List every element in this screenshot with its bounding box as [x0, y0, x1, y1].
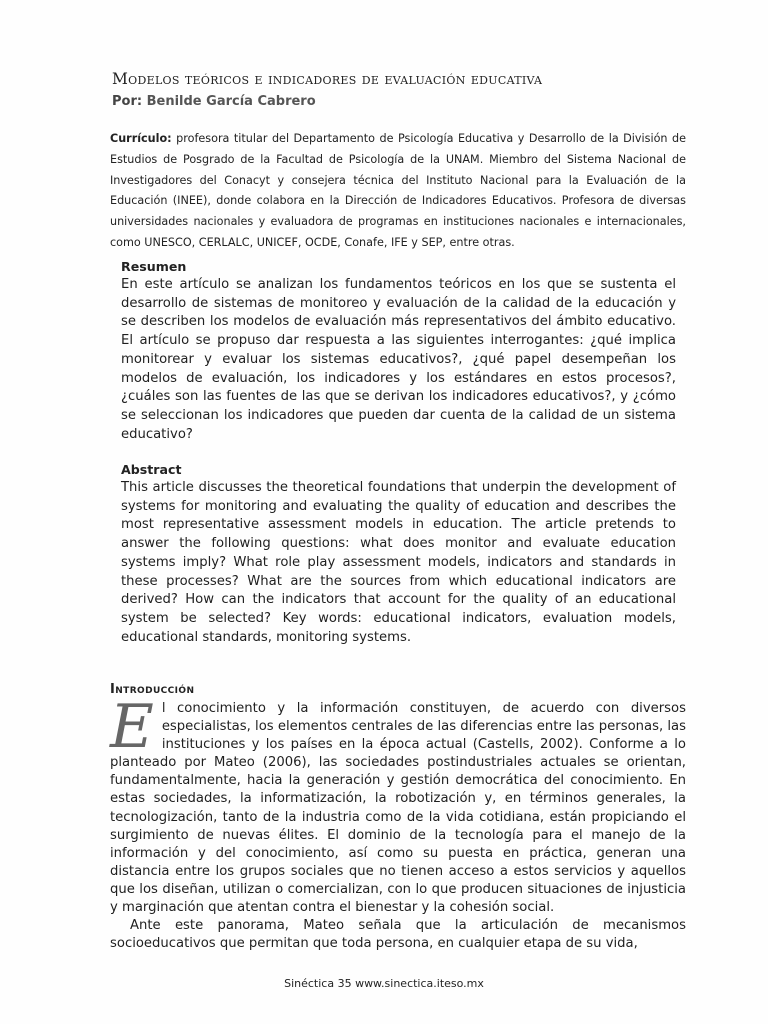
curriculum-paragraph — [110, 129, 686, 254]
resumen-text: En este artículo se analizan los fundamentos teóricos en los que se sustenta el desarrollo de sistemas de monitoreo y evaluación de la calidad de la educación y se describen los modelos de evaluación más representativos del ámbito educativo. El artículo se propuso dar respuesta a las siguientes interrogantes: ¿qué implica monitorear y evaluar los sistemas educativos?, ¿qué papel desempeñan los modelos de evaluación, los indicadores y los estándares en estos procesos?, ¿cuáles son las fuentes de las que se derivan los indicadores educativos?, y ¿cómo se seleccionan los indicadores que pueden dar cuenta de la calidad de un sistema educativo? — [121, 277, 676, 442]
author-prefix: Por: — [112, 94, 143, 109]
curriculum-label: Currículo: — [110, 132, 172, 145]
introduction-paragraph-2: Ante este panorama, Mateo señala que la articulación de mecanismos socioeducativos que permitan que toda persona, en cualquier etapa de su vida, — [110, 918, 686, 952]
author-line — [112, 94, 316, 109]
resumen-heading: Resumen — [121, 259, 187, 274]
page-footer: Sinéctica 35 www.sinectica.iteso.mx — [284, 977, 484, 990]
author-name: Benilde García Cabrero — [142, 94, 316, 109]
introduction-body — [110, 692, 686, 953]
abstract-heading: Abstract — [121, 462, 182, 477]
article-title: Modelos teóricos e indicadores de evaluación educativa — [112, 70, 543, 88]
curriculum-text: profesora titular del Departamento de Psicología Educativa y Desarrollo de la División de Estudios de Posgrado de la Facultad de Psicología de la UNAM. Miembro del Sistema Nacional de Investigadores del Conacyt y consejera técnica del Instituto Nacional para la Evaluación de la Educación (INEE), donde colabora en la Dirección de Indicadores Educativos. Profesora de diversas universidades nacionales y evaluadora de programas en instituciones nacionales e internacionales, como UNESCO, CERLALC, UNICEF, OCDE, Conafe, IFE y SEP, entre otras. — [110, 132, 686, 249]
abstract-text: This article discusses the theoretical foundations that underpin the development of systems for monitoring and evaluating the quality of education and describes the most representative assessment models in education. The article pretends to answer the following questions: what does monitor and evaluate education systems imply? What role play assessment models, indicators and standards in these processes? What are the sources from which educational indicators are derived? How can the indicators that account for the quality of an educational system be selected? Key words: educational indicators, evaluation models, educational standards, monitoring systems. — [121, 480, 676, 645]
drop-cap: E — [110, 692, 154, 762]
introduction-paragraph-1: l conocimiento y la información constituyen, de acuerdo con diversos especialistas, los elementos centrales de las diferencias entre las personas, las instituciones y los países en la época actual (Castells, 2002). Conforme a lo planteado por Mateo (2006), las sociedades postindustriales actuales se orientan, fundamentalmente, hacia la generación y gestión democrática del conocimiento. En estas sociedades, la informatización, la robotización y, en términos generales, la tecnologización, tanto de la industria como de la vida cotidiana, están propiciando el surgimiento de nuevas élites. El dominio de la tecnología para el manejo de la información y del conocimiento, así como su puesta en práctica, generan una distancia entre los grupos sociales que no tienen acceso a estos servicios y aquellos que los diseñan, utilizan o comercializan, con lo que producen situaciones de injusticia y marginación que atentan contra el bienestar y la cohesión social. — [110, 701, 686, 916]
introduction-heading: Introducción — [110, 682, 195, 697]
